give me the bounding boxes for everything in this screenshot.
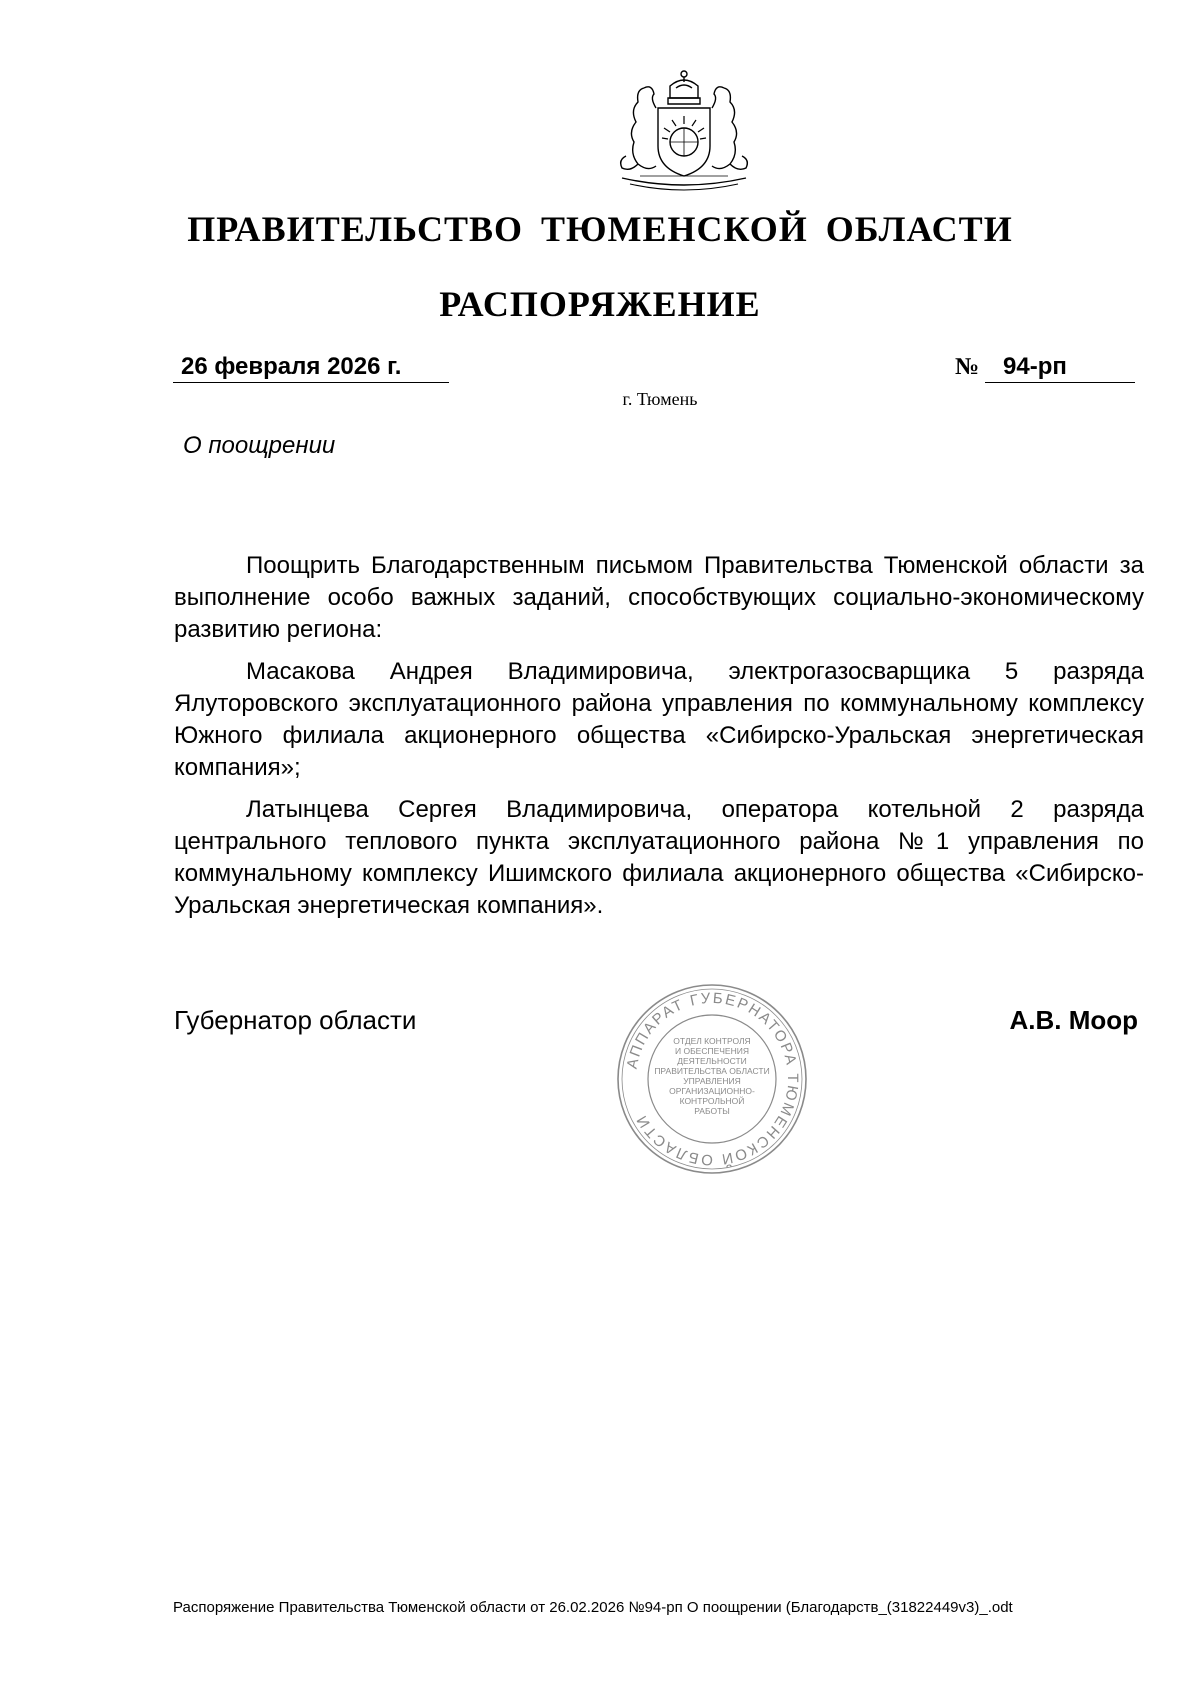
stamp-inner-line: КОНТРОЛЬНОЙ bbox=[679, 1096, 745, 1106]
official-stamp-icon bbox=[615, 982, 809, 1176]
footer-filename: Распоряжение Правительства Тюменской области от 26.02.2026 №94-рп О поощрении (Благодарств_(31822449v3)_.odt bbox=[173, 1599, 1013, 1616]
stamp-inner-line: УПРАВЛЕНИЯ bbox=[683, 1076, 741, 1086]
body-paragraph: Масакова Андрея Владимировича, электрогазосварщика 5 разряда Ялуторовского эксплуатационного района управления по коммунальному комплексу Южного филиала акционерного общества «Сибирско-Уральская энергетическая компания»; bbox=[174, 658, 1144, 781]
date-field bbox=[173, 352, 449, 383]
document-body bbox=[174, 550, 1144, 932]
stamp-inner-line: ОТДЕЛ КОНТРОЛЯ bbox=[673, 1036, 751, 1046]
stamp-inner-line: ПРАВИТЕЛЬСТВА ОБЛАСТИ bbox=[654, 1066, 770, 1076]
document-subject: О поощрении bbox=[183, 432, 336, 459]
number-sign: № bbox=[955, 354, 980, 380]
body-paragraph: Латынцева Сергея Владимировича, оператора котельной 2 разряда центрального теплового пункта эксплуатационного района №1 управления по коммунальному комплексу Ишимского филиала акционерного общества «Сибирско-Уральская энергетическая компания». bbox=[174, 796, 1144, 919]
document-type: РАСПОРЯЖЕНИЕ bbox=[439, 284, 761, 324]
stamp-inner-line: ОРГАНИЗАЦИОННО- bbox=[669, 1086, 755, 1096]
city: г. Тюмень bbox=[622, 389, 698, 409]
signatory-name: А.В. Моор bbox=[1009, 1005, 1138, 1035]
number-field bbox=[955, 352, 1135, 382]
government-title: ПРАВИТЕЛЬСТВО ТЮМЕНСКОЙ ОБЛАСТИ bbox=[187, 209, 1013, 249]
signatory-title: Губернатор области bbox=[174, 1005, 417, 1035]
number-underline bbox=[985, 352, 1135, 383]
coat-of-arms-icon bbox=[600, 68, 768, 198]
stamp-inner-line: ДЕЯТЕЛЬНОСТИ bbox=[677, 1056, 747, 1066]
stamp-outer-text: АППАРАТ ГУБЕРНАТОРА ТЮМЕНСКОЙ ОБЛАСТИ bbox=[623, 989, 802, 1169]
stamp-inner-line: И ОБЕСПЕЧЕНИЯ bbox=[675, 1046, 749, 1056]
document-date: 26 февраля 2026 г. bbox=[181, 353, 402, 380]
document-number: 94-рп bbox=[1003, 353, 1067, 380]
body-paragraph: Поощрить Благодарственным письмом Правительства Тюменской области за выполнение особо важных заданий, способствующих социально-экономическому развитию региона: bbox=[174, 552, 1144, 643]
stamp-inner-line: РАБОТЫ bbox=[694, 1106, 730, 1116]
